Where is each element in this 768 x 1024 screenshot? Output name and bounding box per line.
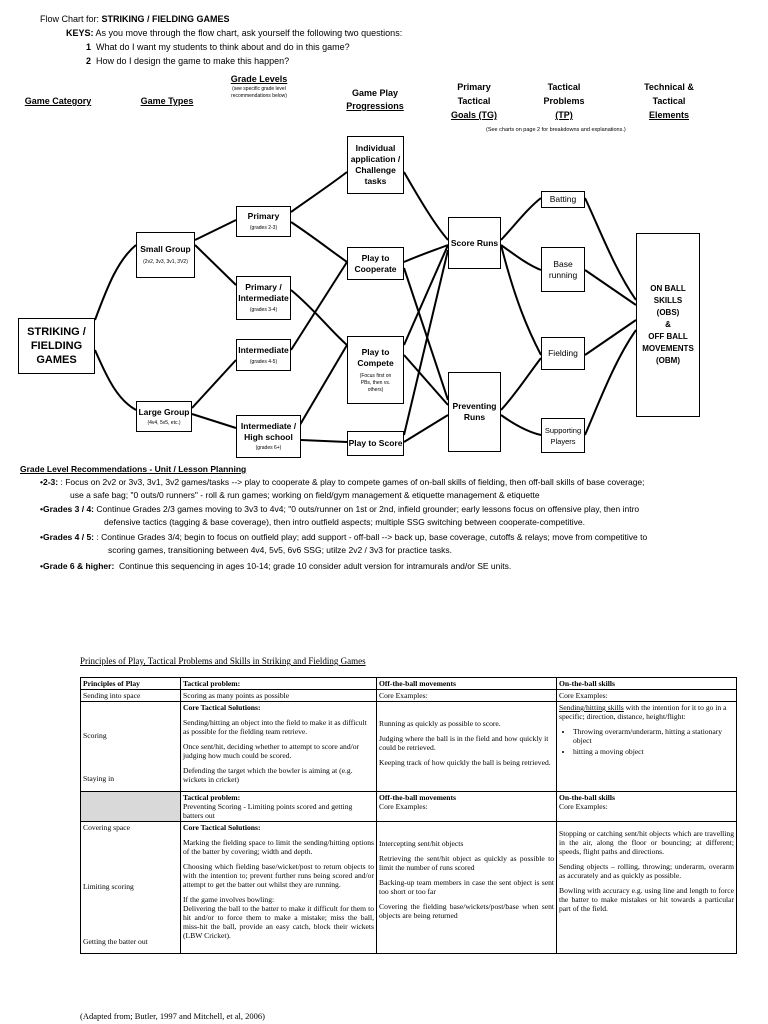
principles-table xyxy=(80,677,737,954)
cell: Tactical problem: Preventing Scoring - Limiting points scored and getting batters out xyxy=(181,792,377,822)
cell: Core Tactical Solutions: Marking the fielding space to limit the sending/hitting options of the batter by covering; width and depth. Choosing which fielding base/wicket/post to return objects to with the intention to; prevent further runs being scored and/or attempt to get the batter out whilst they are running. If the game involves bowling: Delivering the ball to the batter to make it difficult for them to hit and/or to force them to make a mistake; miss the ball, miss-hit the ball, provide an easy catch, block their wickets (LBW Cricket). xyxy=(181,822,377,954)
play-to-compete-box: Play to Compete (Focus first on PBs, then vs. others) xyxy=(347,336,404,404)
recommendation-2-3: •2-3: : Focus on 2v2 or 3v3, 3v1, 3v2 games/tasks --> play to cooperate & play to compete games of on-ball skills of fielding, then off-ball skills of base coverage; use a safe bag; "0 outs/0 runners" - roll & run games; working on field/gym management & etiquette management & etiquette xyxy=(40,477,645,500)
connector xyxy=(95,350,136,410)
connector xyxy=(501,358,541,410)
connector xyxy=(192,360,236,408)
cell: Scoring as many points as possible xyxy=(181,690,377,702)
flowchart-title-name: STRIKING / FIELDING GAMES xyxy=(101,14,230,24)
table-row xyxy=(81,678,737,690)
play-to-cooperate-box: Play to Cooperate xyxy=(347,247,404,280)
question-2: 2 How do I design the game to make this happen? xyxy=(86,56,290,66)
col-tactical-problems: Tactical Problems (TP) xyxy=(543,82,585,120)
table-row xyxy=(81,690,737,702)
connector xyxy=(301,440,347,442)
cell: On-the-ball skills Core Examples: xyxy=(557,792,737,822)
connector xyxy=(195,245,236,285)
batting-box: Batting xyxy=(541,191,585,208)
connector xyxy=(585,330,636,435)
table-row xyxy=(81,822,737,954)
cell: Scoring Staying in xyxy=(81,702,181,792)
table-row xyxy=(81,792,737,822)
header-onball: On-the-ball skills xyxy=(557,678,737,690)
recommendation-6-higher: •Grade 6 & higher: Continue this sequencing in ages 10-14; grade 10 consider adult version for intramurals and/or SE units. xyxy=(40,561,512,571)
connector xyxy=(585,320,636,355)
header-tactical: Tactical problem: xyxy=(181,678,377,690)
header-offball: Off-the-ball movements xyxy=(377,678,557,690)
fielding-box: Fielding xyxy=(541,337,585,370)
cell: Off-the-ball movements Core Examples: xyxy=(377,792,557,822)
table-row xyxy=(81,702,737,792)
connector xyxy=(585,198,636,300)
play-to-score-box: Play to Score xyxy=(347,431,404,456)
cell: Intercepting sent/hit objects Retrieving the sent/hit object as quickly as possible to limit the number of runs scored Backing-up team members in case the sent object is sent too short or too far Covering the fielding base/wickets/post/base when sent objects are being returned xyxy=(377,822,557,954)
individual-application-box: Individual application / Challenge tasks xyxy=(347,136,404,194)
connector xyxy=(501,245,541,355)
preventing-runs-box: Preventing Runs xyxy=(448,372,501,452)
supporting-players-box: Supporting Players xyxy=(541,418,585,453)
connector xyxy=(501,415,541,435)
flowchart-title: Flow Chart for: STRIKING / FIELDING GAMES xyxy=(40,14,230,24)
col-game-types: Game Types xyxy=(140,96,194,106)
connector xyxy=(291,172,347,212)
header-principles: Principles of Play xyxy=(81,678,181,690)
grade-primary-box: Primary (grades 2-3) xyxy=(236,206,291,237)
category-box: STRIKING / FIELDING GAMES xyxy=(18,318,95,374)
cell: Sending/hitting skills with the intention for it to go in a specific; direction, distance, height/flight: • Throwing overarm/underarm, hitting a stationary object • hitting a moving object xyxy=(557,702,737,792)
connector xyxy=(404,172,448,240)
col-primary-tactical-goals: Primary Tactical Goals (TG) xyxy=(450,82,497,120)
cell xyxy=(81,792,181,822)
base-running-box: Base running xyxy=(541,247,585,292)
connector xyxy=(95,245,136,320)
charts-note: (See charts on page 2 for breakdowns and explanations.) xyxy=(486,127,626,133)
recommendation-4-5: •Grades 4 / 5: : Continue Grades 3/4; begin to focus on outfield play; add support - off-ball --> back up, base coverage, cutoffs & relays; move from competitive to scoring games, transitioning between 4v4, 5v5, 6v6 SSG; utilze 2v2 / 3v3 for practice tasks. xyxy=(40,532,648,555)
cell: Core Tactical Solutions: Sending/hitting an object into the field to make it as difficult as possible for the fielding team retrieve. Once sent/hit, deciding whether to attempt to score and/or judging how much could be scored. Defending the target which the bowler is aiming at (e.g. wickets in cricket) xyxy=(181,702,377,792)
grade-intermediate-high-box: Intermediate / High school (grades 6+) xyxy=(236,415,301,458)
connector xyxy=(195,220,236,240)
on-off-ball-box: ON BALL SKILLS (OBS) & OFF BALL MOVEMENTS (OBM) xyxy=(636,233,700,417)
recommendations-heading: Grade Level Recommendations - Unit / Lesson Planning xyxy=(20,464,247,474)
grade-intermediate-box: Intermediate (grades 4-5) xyxy=(236,339,291,371)
table-footnote: (Adapted from; Butler, 1997 and Mitchell, et al, 2006) xyxy=(80,1011,265,1021)
score-runs-box: Score Runs xyxy=(448,217,501,269)
connector xyxy=(404,415,448,442)
cell: Stopping or catching sent/hit objects which are travelling in the air, along the floor or bouncing; at different; speeds, flight paths and directions. Sending objects – rolling, throwing; underarm, overarm as accurately and as quickly as possible. Bowling with accuracy e.g. using line and length to force the batter to make mistakes or hit towards a particular part of the field. xyxy=(557,822,737,954)
cell: Running as quickly as possible to score. Judging where the ball is in the field and how quickly it could be retrieved. Keeping track of how quickly the ball is being retrieved. xyxy=(377,702,557,792)
grade-primary-intermediate-box: Primary / Intermediate (grades 3-4) xyxy=(236,276,291,320)
small-group-box: Small Group (2v2, 3v3, 3v1, 3V2) xyxy=(136,232,195,278)
cell: Core Examples: xyxy=(557,690,737,702)
table-caption: Principles of Play, Tactical Problems and Skills in Striking and Fielding Games xyxy=(80,656,366,666)
col-progressions: Game Play Progressions xyxy=(346,88,404,111)
keys-line: KEYS: As you move through the flow chart, ask yourself the following two questions: xyxy=(66,28,403,38)
connector xyxy=(404,250,448,435)
connector xyxy=(501,198,541,240)
connector xyxy=(192,414,236,428)
col-technical-tactical-elements: Technical & Tactical Elements xyxy=(644,82,694,120)
cell: Core Examples: xyxy=(377,690,557,702)
cell: Covering space Limiting scoring Getting the batter out xyxy=(81,822,181,954)
recommendation-3-4: •Grades 3 / 4: Continue Grades 2/3 games moving to 3v3 to 4v4; "0 outs/runner on 1st or 2nd, infield grounder; early lessons focus on offensive play, then intro defensive tactics (tagging & base coverage), then intro outfield aspects; multiple SSG switching between cooperate-competitive. xyxy=(40,504,640,527)
connector xyxy=(291,222,347,262)
col-game-category: Game Category xyxy=(24,96,92,106)
question-1: 1 What do I want my students to think about and do in this game? xyxy=(86,42,350,52)
col-grade-levels: Grade Levels (see specific grade level recommendations below) xyxy=(230,74,288,99)
large-group-box: Large Group (4v4, 5v5, etc.) xyxy=(136,401,192,432)
cell: Sending into space xyxy=(81,690,181,702)
